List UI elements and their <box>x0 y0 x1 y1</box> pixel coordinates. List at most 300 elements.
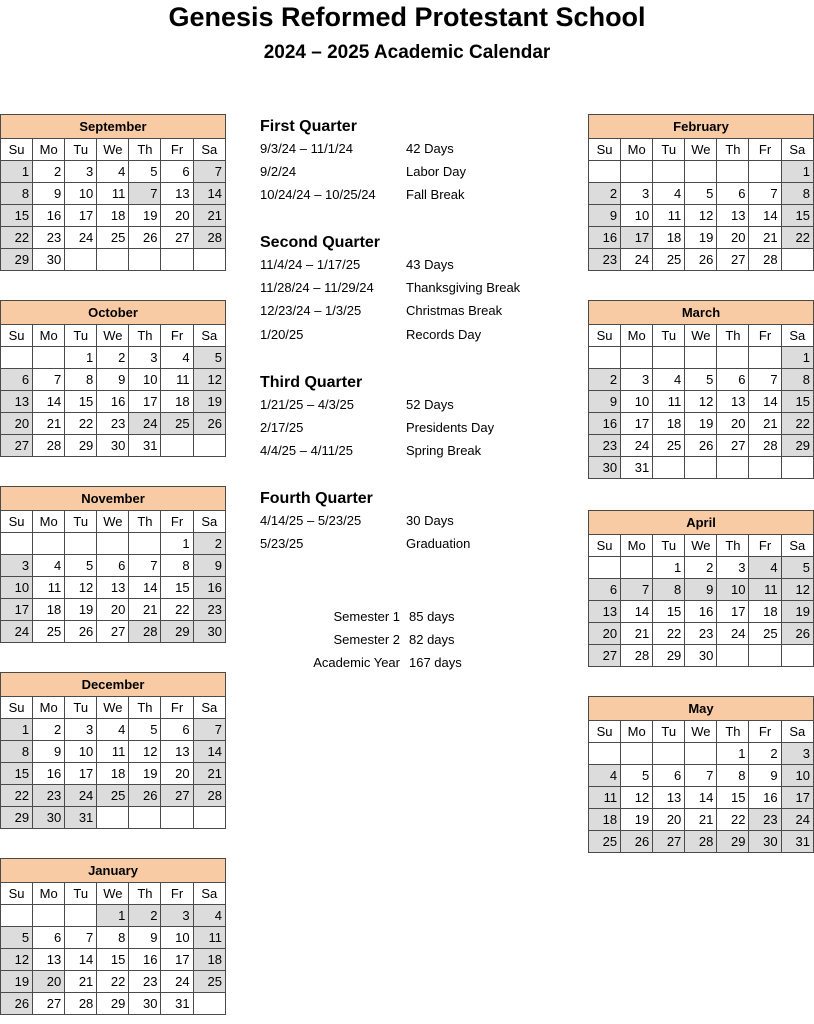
day-cell: 19 <box>781 601 813 623</box>
day-cell: 30 <box>129 993 161 1015</box>
weekday-header: Fr <box>749 535 781 557</box>
empty-day-cell <box>97 249 129 271</box>
day-cell: 14 <box>65 949 97 971</box>
empty-day-cell <box>749 161 781 183</box>
month-name: March <box>589 301 814 325</box>
day-cell: 11 <box>589 787 621 809</box>
day-cell: 27 <box>653 831 685 853</box>
empty-day-cell <box>717 457 749 479</box>
weekday-header: Fr <box>749 721 781 743</box>
weekday-header: Tu <box>65 883 97 905</box>
day-cell: 17 <box>621 227 653 249</box>
day-cell: 28 <box>749 249 781 271</box>
quarter-heading: Fourth Quarter <box>260 490 373 507</box>
empty-day-cell <box>129 807 161 829</box>
day-cell: 4 <box>749 557 781 579</box>
day-cell: 6 <box>97 555 129 577</box>
day-cell: 3 <box>781 743 813 765</box>
day-cell: 5 <box>65 555 97 577</box>
day-cell: 11 <box>161 369 193 391</box>
weekday-header: Su <box>589 139 621 161</box>
weekday-header: Mo <box>621 721 653 743</box>
day-cell: 24 <box>781 809 813 831</box>
day-cell: 30 <box>193 621 225 643</box>
empty-day-cell <box>717 347 749 369</box>
empty-day-cell <box>97 533 129 555</box>
day-cell: 5 <box>193 347 225 369</box>
weekday-header: Tu <box>65 325 97 347</box>
month-name: November <box>1 487 226 511</box>
day-cell: 12 <box>685 391 717 413</box>
day-cell: 7 <box>749 369 781 391</box>
weekday-header: We <box>685 721 717 743</box>
day-cell: 12 <box>685 205 717 227</box>
day-cell: 20 <box>33 971 65 993</box>
day-cell: 31 <box>161 993 193 1015</box>
weekday-header: Mo <box>33 325 65 347</box>
day-cell: 2 <box>33 719 65 741</box>
day-cell: 5 <box>781 557 813 579</box>
day-cell: 25 <box>749 623 781 645</box>
event-date: 9/2/24 <box>260 164 297 180</box>
weekday-header: Sa <box>193 325 225 347</box>
day-cell: 30 <box>33 249 65 271</box>
day-cell: 17 <box>129 391 161 413</box>
day-cell: 25 <box>589 831 621 853</box>
empty-day-cell <box>781 457 813 479</box>
summary-label: Semester 2 <box>333 632 400 647</box>
day-cell: 17 <box>1 599 33 621</box>
weekday-header: Mo <box>621 535 653 557</box>
weekday-header: Su <box>1 325 33 347</box>
weekday-header: Fr <box>161 511 193 533</box>
day-cell: 6 <box>717 183 749 205</box>
day-cell: 5 <box>685 183 717 205</box>
empty-day-cell <box>589 161 621 183</box>
empty-day-cell <box>749 457 781 479</box>
day-cell: 24 <box>65 785 97 807</box>
empty-day-cell <box>1 347 33 369</box>
calendar-november <box>0 486 226 643</box>
day-cell: 24 <box>161 971 193 993</box>
day-cell: 5 <box>621 765 653 787</box>
day-cell: 19 <box>65 599 97 621</box>
day-cell: 23 <box>685 623 717 645</box>
weekday-header: Th <box>717 535 749 557</box>
day-cell: 28 <box>129 621 161 643</box>
day-cell: 1 <box>653 557 685 579</box>
event-date: 11/28/24 – 11/29/24 <box>260 280 374 296</box>
day-cell: 11 <box>653 391 685 413</box>
day-cell: 15 <box>1 205 33 227</box>
day-cell: 10 <box>161 927 193 949</box>
summary-value: 167 days <box>409 655 462 670</box>
day-cell: 18 <box>749 601 781 623</box>
weekday-header: Th <box>717 139 749 161</box>
day-cell: 1 <box>65 347 97 369</box>
day-cell: 10 <box>65 183 97 205</box>
day-cell: 26 <box>129 785 161 807</box>
day-cell: 7 <box>193 161 225 183</box>
day-cell: 18 <box>97 763 129 785</box>
day-cell: 6 <box>161 719 193 741</box>
event-description: Labor Day <box>406 164 466 180</box>
weekday-header: Th <box>129 511 161 533</box>
day-cell: 1 <box>161 533 193 555</box>
day-cell: 22 <box>97 971 129 993</box>
day-cell: 25 <box>193 971 225 993</box>
day-cell: 4 <box>33 555 65 577</box>
day-cell: 6 <box>1 369 33 391</box>
day-cell: 15 <box>781 391 813 413</box>
empty-day-cell <box>193 249 225 271</box>
empty-day-cell <box>33 533 65 555</box>
event-date: 4/14/25 – 5/23/25 <box>260 513 362 528</box>
day-cell: 27 <box>717 249 749 271</box>
day-cell: 23 <box>33 785 65 807</box>
day-cell: 16 <box>749 787 781 809</box>
day-cell: 28 <box>749 435 781 457</box>
day-cell: 30 <box>589 457 621 479</box>
event-description: Fall Break <box>406 187 465 203</box>
day-cell: 25 <box>97 227 129 249</box>
weekday-header: We <box>97 883 129 905</box>
weekday-header: Fr <box>161 697 193 719</box>
empty-day-cell <box>685 743 717 765</box>
day-cell: 21 <box>33 413 65 435</box>
day-cell: 3 <box>1 555 33 577</box>
day-cell: 23 <box>33 227 65 249</box>
day-cell: 17 <box>717 601 749 623</box>
day-cell: 3 <box>65 161 97 183</box>
day-cell: 12 <box>65 577 97 599</box>
day-cell: 17 <box>621 413 653 435</box>
month-name: September <box>1 115 226 139</box>
day-cell: 9 <box>749 765 781 787</box>
day-cell: 13 <box>97 577 129 599</box>
day-cell: 15 <box>1 763 33 785</box>
month-name: May <box>589 697 814 721</box>
weekday-header: Tu <box>65 511 97 533</box>
day-cell: 28 <box>193 785 225 807</box>
day-cell: 22 <box>781 227 813 249</box>
page-subtitle: 2024 – 2025 Academic Calendar <box>263 42 551 63</box>
weekday-header: We <box>685 139 717 161</box>
day-cell: 18 <box>33 599 65 621</box>
day-cell: 22 <box>1 785 33 807</box>
day-cell: 27 <box>1 435 33 457</box>
weekday-header: Tu <box>65 697 97 719</box>
day-cell: 29 <box>1 249 33 271</box>
day-cell: 7 <box>621 579 653 601</box>
day-cell: 20 <box>653 809 685 831</box>
day-cell: 23 <box>193 599 225 621</box>
day-cell: 29 <box>1 807 33 829</box>
day-cell: 8 <box>717 765 749 787</box>
day-cell: 15 <box>653 601 685 623</box>
weekday-header: We <box>97 325 129 347</box>
day-cell: 20 <box>717 413 749 435</box>
weekday-header: We <box>97 697 129 719</box>
day-cell: 9 <box>589 205 621 227</box>
day-cell: 13 <box>161 741 193 763</box>
weekday-header: Tu <box>653 139 685 161</box>
weekday-header: Fr <box>161 883 193 905</box>
weekday-header: Sa <box>781 535 813 557</box>
day-cell: 14 <box>685 787 717 809</box>
day-cell: 2 <box>129 905 161 927</box>
day-cell: 19 <box>129 763 161 785</box>
weekday-header: Su <box>1 883 33 905</box>
day-cell: 11 <box>749 579 781 601</box>
summary-value: 82 days <box>409 632 455 647</box>
empty-day-cell <box>193 807 225 829</box>
day-cell: 16 <box>97 391 129 413</box>
day-cell: 17 <box>65 205 97 227</box>
day-cell: 2 <box>749 743 781 765</box>
day-cell: 4 <box>97 719 129 741</box>
summary-label: Academic Year <box>313 655 400 670</box>
page-title: Genesis Reformed Protestant School <box>168 2 646 32</box>
day-cell: 11 <box>33 577 65 599</box>
day-cell: 16 <box>193 577 225 599</box>
day-cell: 28 <box>33 435 65 457</box>
day-cell: 9 <box>129 927 161 949</box>
day-cell: 10 <box>781 765 813 787</box>
empty-day-cell <box>161 807 193 829</box>
event-description: 42 Days <box>406 141 454 156</box>
day-cell: 8 <box>1 741 33 763</box>
day-cell: 8 <box>653 579 685 601</box>
empty-day-cell <box>129 249 161 271</box>
day-cell: 16 <box>129 949 161 971</box>
empty-day-cell <box>685 161 717 183</box>
day-cell: 28 <box>65 993 97 1015</box>
day-cell: 8 <box>781 183 813 205</box>
day-cell: 7 <box>129 555 161 577</box>
event-date: 5/23/25 <box>260 536 304 552</box>
day-cell: 15 <box>161 577 193 599</box>
day-cell: 21 <box>749 227 781 249</box>
day-cell: 1 <box>97 905 129 927</box>
day-cell: 9 <box>193 555 225 577</box>
day-cell: 24 <box>1 621 33 643</box>
month-name: February <box>589 115 814 139</box>
event-description: Records Day <box>406 326 482 342</box>
empty-day-cell <box>749 347 781 369</box>
day-cell: 12 <box>1 949 33 971</box>
day-cell: 12 <box>781 579 813 601</box>
empty-day-cell <box>161 435 193 457</box>
weekday-header: Mo <box>33 511 65 533</box>
day-cell: 17 <box>65 763 97 785</box>
day-cell: 14 <box>749 205 781 227</box>
day-cell: 7 <box>193 719 225 741</box>
day-cell: 27 <box>161 227 193 249</box>
empty-day-cell <box>653 347 685 369</box>
day-cell: 22 <box>1 227 33 249</box>
day-cell: 30 <box>33 807 65 829</box>
day-cell: 22 <box>717 809 749 831</box>
day-cell: 6 <box>161 161 193 183</box>
day-cell: 28 <box>621 645 653 667</box>
day-cell: 25 <box>97 785 129 807</box>
day-cell: 5 <box>129 161 161 183</box>
weekday-header: Su <box>589 535 621 557</box>
day-cell: 2 <box>193 533 225 555</box>
event-description: Presidents Day <box>406 420 495 436</box>
event-description: 43 Days <box>406 257 454 272</box>
day-cell: 4 <box>193 905 225 927</box>
day-cell: 7 <box>129 183 161 205</box>
day-cell: 27 <box>589 645 621 667</box>
day-cell: 13 <box>589 601 621 623</box>
weekday-header: Su <box>1 511 33 533</box>
empty-day-cell <box>781 249 813 271</box>
calendar-april <box>588 510 814 667</box>
day-cell: 15 <box>97 949 129 971</box>
day-cell: 7 <box>65 927 97 949</box>
day-cell: 16 <box>685 601 717 623</box>
event-description: Christmas Break <box>406 303 503 319</box>
day-cell: 5 <box>129 719 161 741</box>
day-cell: 9 <box>33 183 65 205</box>
day-cell: 3 <box>717 557 749 579</box>
day-cell: 23 <box>97 413 129 435</box>
weekday-header: Th <box>717 325 749 347</box>
event-date: 4/4/25 – 4/11/25 <box>260 443 354 459</box>
day-cell: 3 <box>621 183 653 205</box>
weekday-header: Mo <box>33 883 65 905</box>
day-cell: 25 <box>161 413 193 435</box>
day-cell: 3 <box>129 347 161 369</box>
empty-day-cell <box>621 347 653 369</box>
day-cell: 26 <box>1 993 33 1015</box>
day-cell: 25 <box>653 435 685 457</box>
empty-day-cell <box>33 347 65 369</box>
day-cell: 26 <box>781 623 813 645</box>
day-cell: 15 <box>717 787 749 809</box>
day-cell: 6 <box>589 579 621 601</box>
empty-day-cell <box>589 557 621 579</box>
day-cell: 3 <box>161 905 193 927</box>
day-cell: 19 <box>685 227 717 249</box>
day-cell: 12 <box>129 741 161 763</box>
day-cell: 29 <box>161 621 193 643</box>
event-description: Spring Break <box>406 443 482 459</box>
weekday-header: Sa <box>781 325 813 347</box>
day-cell: 24 <box>621 249 653 271</box>
event-date: 9/3/24 – 11/1/24 <box>260 141 354 156</box>
empty-day-cell <box>129 533 161 555</box>
empty-day-cell <box>653 743 685 765</box>
day-cell: 10 <box>717 579 749 601</box>
day-cell: 29 <box>97 993 129 1015</box>
weekday-header: Sa <box>193 139 225 161</box>
weekday-header: Tu <box>653 535 685 557</box>
day-cell: 26 <box>193 413 225 435</box>
day-cell: 4 <box>653 369 685 391</box>
empty-day-cell <box>621 557 653 579</box>
event-description: 52 Days <box>406 397 454 412</box>
weekday-header: Tu <box>65 139 97 161</box>
day-cell: 14 <box>193 183 225 205</box>
day-cell: 1 <box>717 743 749 765</box>
day-cell: 21 <box>129 599 161 621</box>
day-cell: 17 <box>781 787 813 809</box>
day-cell: 7 <box>33 369 65 391</box>
day-cell: 14 <box>129 577 161 599</box>
day-cell: 8 <box>97 927 129 949</box>
day-cell: 13 <box>717 391 749 413</box>
day-cell: 4 <box>161 347 193 369</box>
weekday-header: We <box>97 139 129 161</box>
day-cell: 23 <box>129 971 161 993</box>
day-cell: 16 <box>589 413 621 435</box>
month-name: October <box>1 301 226 325</box>
calendar-january <box>0 858 226 1015</box>
day-cell: 14 <box>749 391 781 413</box>
day-cell: 22 <box>161 599 193 621</box>
day-cell: 24 <box>717 623 749 645</box>
day-cell: 10 <box>621 391 653 413</box>
day-cell: 14 <box>33 391 65 413</box>
day-cell: 11 <box>97 741 129 763</box>
event-date: 2/17/25 <box>260 420 304 436</box>
day-cell: 20 <box>717 227 749 249</box>
day-cell: 22 <box>781 413 813 435</box>
weekday-header: Su <box>1 139 33 161</box>
day-cell: 1 <box>1 719 33 741</box>
day-cell: 16 <box>33 205 65 227</box>
day-cell: 26 <box>65 621 97 643</box>
weekday-header: Sa <box>193 697 225 719</box>
weekday-header: Su <box>589 721 621 743</box>
weekday-header: Tu <box>653 325 685 347</box>
day-cell: 22 <box>653 623 685 645</box>
empty-day-cell <box>653 161 685 183</box>
quarter-heading: First Quarter <box>260 118 357 135</box>
day-cell: 28 <box>193 227 225 249</box>
empty-day-cell <box>65 249 97 271</box>
empty-day-cell <box>589 743 621 765</box>
day-cell: 31 <box>129 435 161 457</box>
event-date: 1/20/25 <box>260 326 304 342</box>
day-cell: 4 <box>653 183 685 205</box>
weekday-header: We <box>97 511 129 533</box>
day-cell: 2 <box>97 347 129 369</box>
weekday-header: Sa <box>193 883 225 905</box>
day-cell: 1 <box>781 347 813 369</box>
quarter-heading: Third Quarter <box>260 374 363 391</box>
day-cell: 31 <box>65 807 97 829</box>
calendar-march <box>588 300 814 479</box>
empty-day-cell <box>193 435 225 457</box>
empty-day-cell <box>621 161 653 183</box>
day-cell: 23 <box>749 809 781 831</box>
day-cell: 8 <box>1 183 33 205</box>
day-cell: 30 <box>685 645 717 667</box>
weekday-header: Su <box>1 697 33 719</box>
day-cell: 5 <box>1 927 33 949</box>
empty-day-cell <box>685 347 717 369</box>
event-description: Thanksgiving Break <box>406 280 521 296</box>
event-description: Graduation <box>406 536 471 552</box>
day-cell: 2 <box>589 369 621 391</box>
day-cell: 15 <box>65 391 97 413</box>
calendar-may <box>588 696 814 853</box>
day-cell: 26 <box>129 227 161 249</box>
